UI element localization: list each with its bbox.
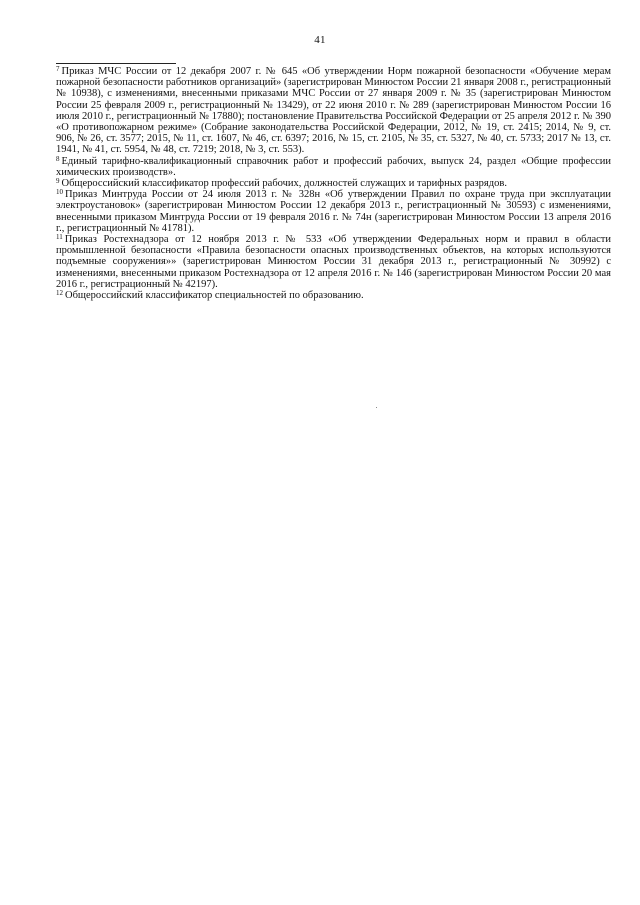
footnote-mark: 8 [56,154,60,163]
footnotes-section [56,66,611,301]
footnote-9 [56,178,611,189]
footnote-12 [56,290,611,301]
footnote-11 [56,234,611,290]
footnote-separator [56,63,176,64]
footnote-mark: 9 [56,177,60,186]
footnote-mark: 12 [56,289,63,298]
footnote-7 [56,66,611,156]
footnote-text: Общероссийский классификатор профессий рабочих, должностей служащих и тарифных разрядов. [61,178,507,190]
footnote-text: Общероссийский классификатор специальностей по образованию. [65,290,364,302]
scan-speck [376,407,377,408]
footnote-mark: 11 [56,233,63,242]
page-number: 41 [314,34,326,46]
footnote-text: Приказ Ростехнадзора от 12 ноября 2013 г. № 533 «Об утверждении Федеральных норм и правил в области промышленной безопасности «Правила безопасности опасных производственных объектов, на которых используются подъемные сооружения»» (зарегистрирован Минюстом России 31 декабря 2013 г., регистрационный № 30992) с изменениями, внесенными приказом Ростехнадзора от 12 апреля 2016 г. № 146 (зарегистрирован Минюстом России 20 мая 2016 г., регистрационный № 42197). [56,234,611,290]
footnote-10 [56,189,611,234]
footnote-mark: 7 [56,65,60,73]
footnote-8 [56,156,611,178]
footnote-mark: 10 [56,188,63,197]
footnote-text: Приказ Минтруда России от 24 июля 2013 г. № 328н «Об утверждении Правил по охране труда при эксплуатации электроустановок» (зарегистрирован Минюстом России 12 декабря 2013 г., регистрационный № 30593) с изменениями, внесенными приказом Минтруда России от 19 февраля 2016 г. № 74н (зарегистрирован Минюстом России 13 апреля 2016 г., регистрационный № 41781). [56,189,611,234]
footnote-text: Приказ МЧС России от 12 декабря 2007 г. № 645 «Об утверждении Норм пожарной безопасности «Обучение мерам пожарной безопасности работников организаций» (зарегистрирован Минюстом России 21 января 2008 г., регистрационный № 10938), с изменениями, внесенными приказами МЧС России от 27 января 2009 г. № 35 (зарегистрирован Минюстом России 25 февраля 2009 г., регистрационный № 13429), от 22 июня 2010 г. № 289 (зарегистрирован Минюстом России 16 июля 2010 г., регистрационный № 17880); постановление Правительства Российской Федерации от 25 апреля 2012 г. № 390 «О противопожарном режиме» (Собрание законодательства Российской Федерации, 2012, № 19, ст. 2415; 2014, № 9, ст. 906, № 26, ст. 3577; 2015, № 11, ст. 1607, № 46, ст. 6397; 2016, № 15, ст. 2105, № 35, ст. 5327, № 40, ст. 5733; 2017 № 13, ст. 1941, № 41, ст. 5954, № 48, ст. 7219; 2018, № 3, ст. 553). [56,66,611,156]
footnote-text: Единый тарифно-квалификационный справочник работ и профессий рабочих, выпуск 24, раздел «Общие профессии химических производств». [56,155,611,178]
